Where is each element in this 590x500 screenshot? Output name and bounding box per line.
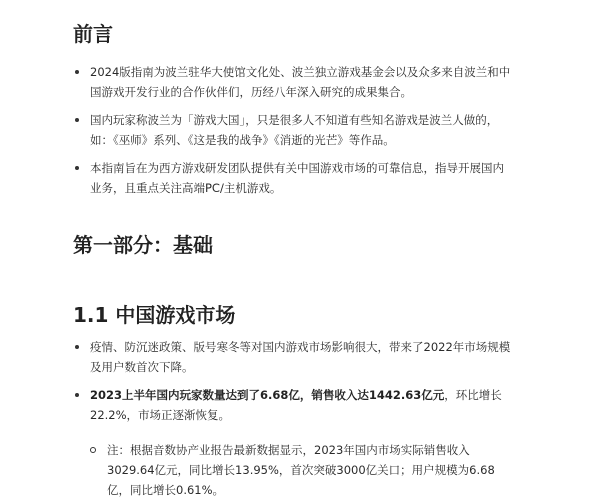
list-item-text: 本指南旨在为西方游戏研发团队提供有关中国游戏市场的可靠信息，指导开展国内业务，且重点关注高端PC/主机游戏。	[90, 161, 504, 195]
bullet-icon	[75, 345, 79, 349]
list-item-text: 国内玩家称波兰为「游戏大国」，只是很多人不知道有些知名游戏是波兰人做的，如：《巫师》系列、《这是我的战争》《消逝的光芒》等作品。	[90, 113, 499, 147]
bullet-icon	[75, 118, 79, 122]
heading-part-one: 第一部分：基础	[73, 233, 213, 257]
list-item-text: ，环比增长22.2%，市场正逐渐恢复。	[90, 388, 502, 422]
list-item-text: 2024版指南为波兰驻华大使馆文化处、波兰独立游戏基金会以及众多来自波兰和中国游戏开发行业的合作伙伴们，历经八年深入研究的成果集合。	[90, 65, 511, 99]
list-item	[73, 110, 513, 150]
list-item	[73, 62, 513, 102]
intro-list	[73, 62, 513, 206]
list-item	[73, 158, 513, 198]
heading-section-1-1: 1.1 中国游戏市场	[73, 303, 236, 327]
note-sublist	[90, 440, 510, 500]
bullet-icon	[75, 393, 79, 397]
heading-intro: 前言	[73, 22, 113, 46]
sublist-item	[90, 440, 510, 500]
bullet-icon	[75, 70, 79, 74]
list-item	[73, 385, 513, 425]
circle-bullet-icon	[90, 447, 96, 453]
section-list	[73, 337, 513, 433]
list-item-bold-text: 2023上半年国内玩家数量达到了6.68亿，销售收入达1442.63亿元	[90, 388, 445, 402]
bullet-icon	[75, 166, 79, 170]
note-text: 注：根据音数协产业报告最新数据显示，2023年国内市场实际销售收入3029.64亿元，同比增长13.95%，首次突破3000亿关口；用户规模为6.68亿，同比增长0.61%。	[107, 443, 495, 497]
list-item-text: 疫情、防沉迷政策、版号寒冬等对国内游戏市场影响很大，带来了2022年市场规模及用户数首次下降。	[90, 340, 511, 374]
list-item	[73, 337, 513, 377]
